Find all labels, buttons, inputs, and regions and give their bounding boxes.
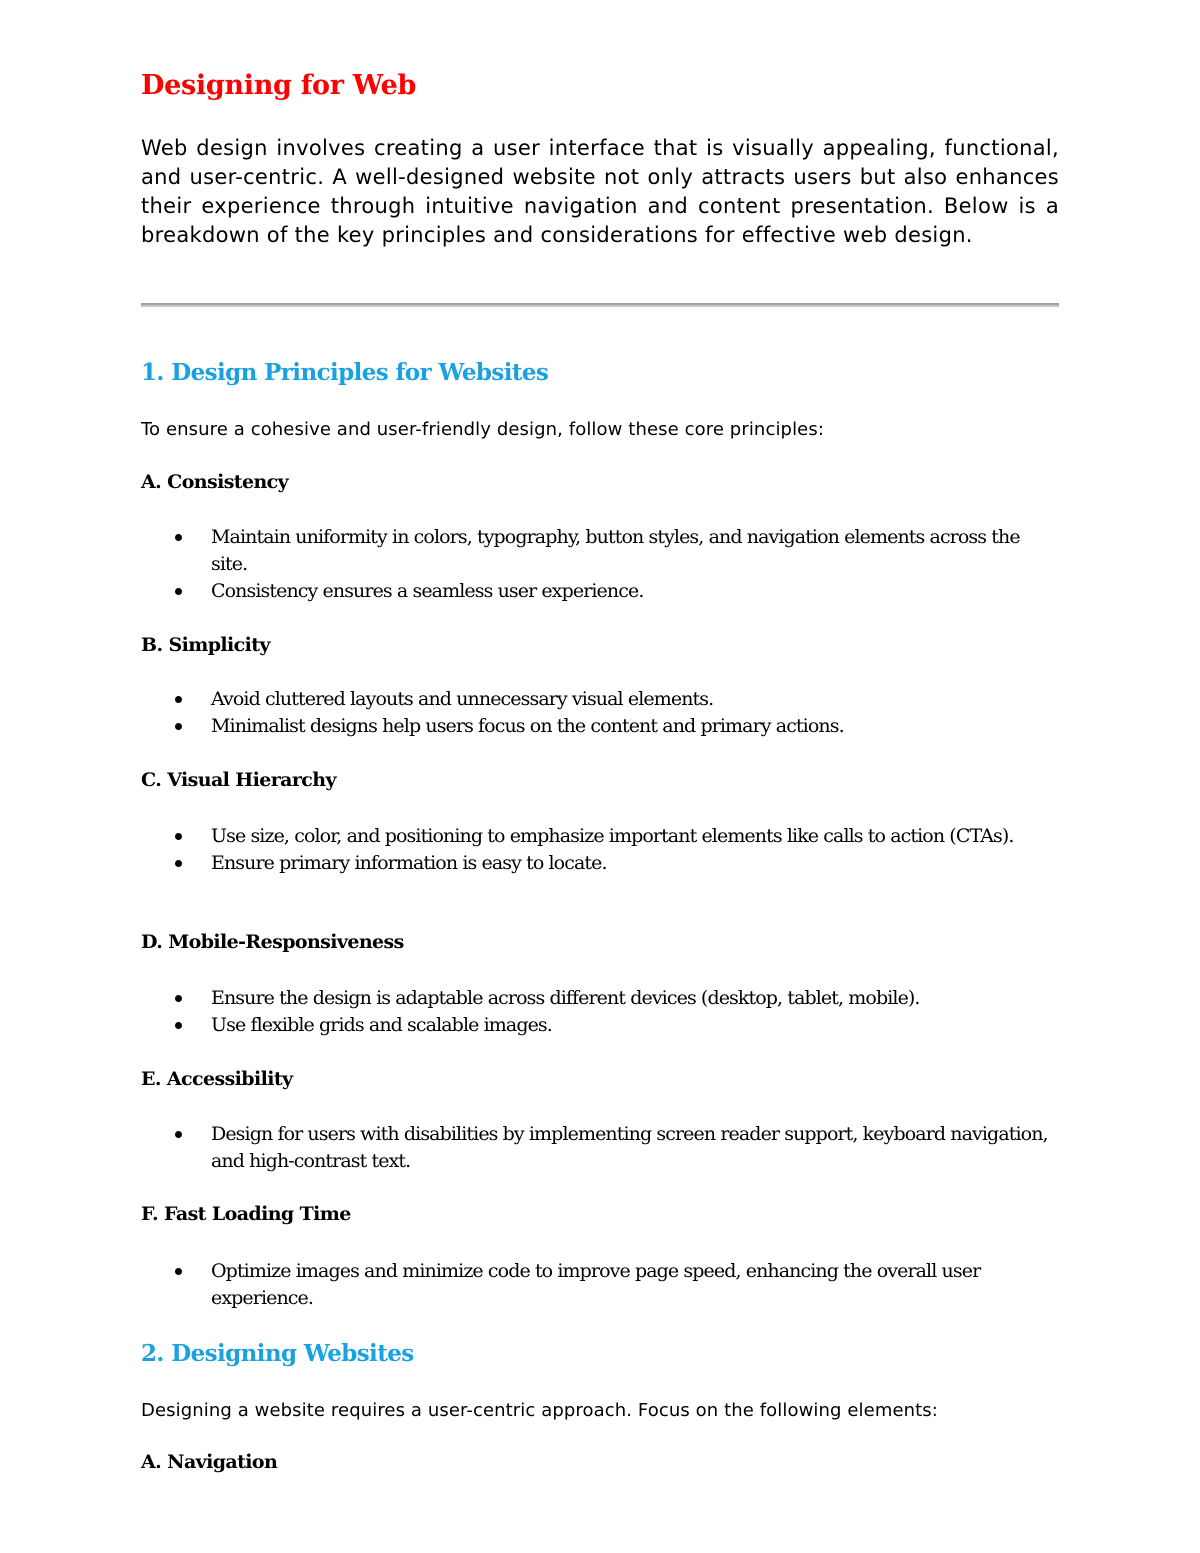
list-item-text: Ensure primary information is easy to locate. — [211, 852, 607, 874]
list-item-text: Use flexible grids and scalable images. — [211, 1014, 552, 1036]
principle-heading-visual-hierarchy: C. Visual Hierarchy — [141, 769, 336, 791]
section-lead-designing-websites: Designing a website requires a user-centric approach. Focus on the following elements: — [141, 1400, 938, 1421]
list-item — [141, 524, 1059, 578]
subheading-navigation: A. Navigation — [141, 1451, 278, 1473]
principle-list-accessibility — [141, 1121, 1059, 1175]
principle-list-consistency — [141, 524, 1059, 605]
list-item-text: Minimalist designs help users focus on the content and primary actions. — [211, 715, 844, 737]
bullet-icon — [175, 534, 182, 541]
list-item-text: Optimize images and minimize code to improve page speed, enhancing the overall user experience. — [211, 1260, 981, 1309]
section-heading-designing-websites: 2. Designing Websites — [141, 1340, 414, 1367]
list-item-text: Ensure the design is adaptable across different devices (desktop, tablet, mobile). — [211, 987, 920, 1009]
principle-heading-fast-loading-time: F. Fast Loading Time — [141, 1203, 351, 1225]
list-item — [141, 1121, 1059, 1175]
bullet-icon — [175, 1022, 182, 1029]
list-item — [141, 823, 1059, 850]
principle-heading-mobile-responsiveness: D. Mobile-Responsiveness — [141, 931, 404, 953]
section-lead-design-principles: To ensure a cohesive and user-friendly design, follow these core principles: — [141, 419, 824, 440]
principle-list-mobile-responsiveness — [141, 985, 1059, 1039]
list-item — [141, 1258, 1059, 1312]
principle-heading-accessibility: E. Accessibility — [141, 1068, 293, 1090]
list-item — [141, 686, 1059, 713]
list-item — [141, 578, 1059, 605]
bullet-icon — [175, 723, 182, 730]
bullet-icon — [175, 1268, 182, 1275]
list-item — [141, 985, 1059, 1012]
principle-list-fast-loading-time — [141, 1258, 1059, 1312]
list-item-text: Consistency ensures a seamless user experience. — [211, 580, 644, 602]
list-item — [141, 1012, 1059, 1039]
list-item-text: Avoid cluttered layouts and unnecessary visual elements. — [211, 688, 714, 710]
bullet-icon — [175, 1131, 182, 1138]
principle-heading-simplicity: B. Simplicity — [141, 634, 270, 656]
section-heading-design-principles: 1. Design Principles for Websites — [141, 359, 549, 386]
list-item-text: Use size, color, and positioning to emphasize important elements like calls to action (CTAs). — [211, 825, 1014, 847]
bullet-icon — [175, 588, 182, 595]
bullet-icon — [175, 860, 182, 867]
list-item-text: Design for users with disabilities by implementing screen reader support, keyboard navigation, and high-contrast text. — [211, 1123, 1048, 1172]
list-item — [141, 850, 1059, 877]
principle-list-visual-hierarchy — [141, 823, 1059, 877]
list-item — [141, 713, 1059, 740]
principle-heading-consistency: A. Consistency — [141, 471, 289, 493]
document-title: Designing for Web — [141, 70, 417, 101]
bullet-icon — [175, 995, 182, 1002]
intro-paragraph: Web design involves creating a user interface that is visually appealing, functional, and user-centric. A well-designed website not only attracts users but also enhances their experience through intuitive navigation and content presentation. Below is a breakdown of the key principles and considerations for effective web design. — [141, 136, 1059, 247]
list-item-text: Maintain uniformity in colors, typography, button styles, and navigation elements across the site. — [211, 526, 1020, 575]
bullet-icon — [175, 696, 182, 703]
bullet-icon — [175, 833, 182, 840]
principle-list-simplicity — [141, 686, 1059, 740]
horizontal-rule — [141, 303, 1059, 307]
